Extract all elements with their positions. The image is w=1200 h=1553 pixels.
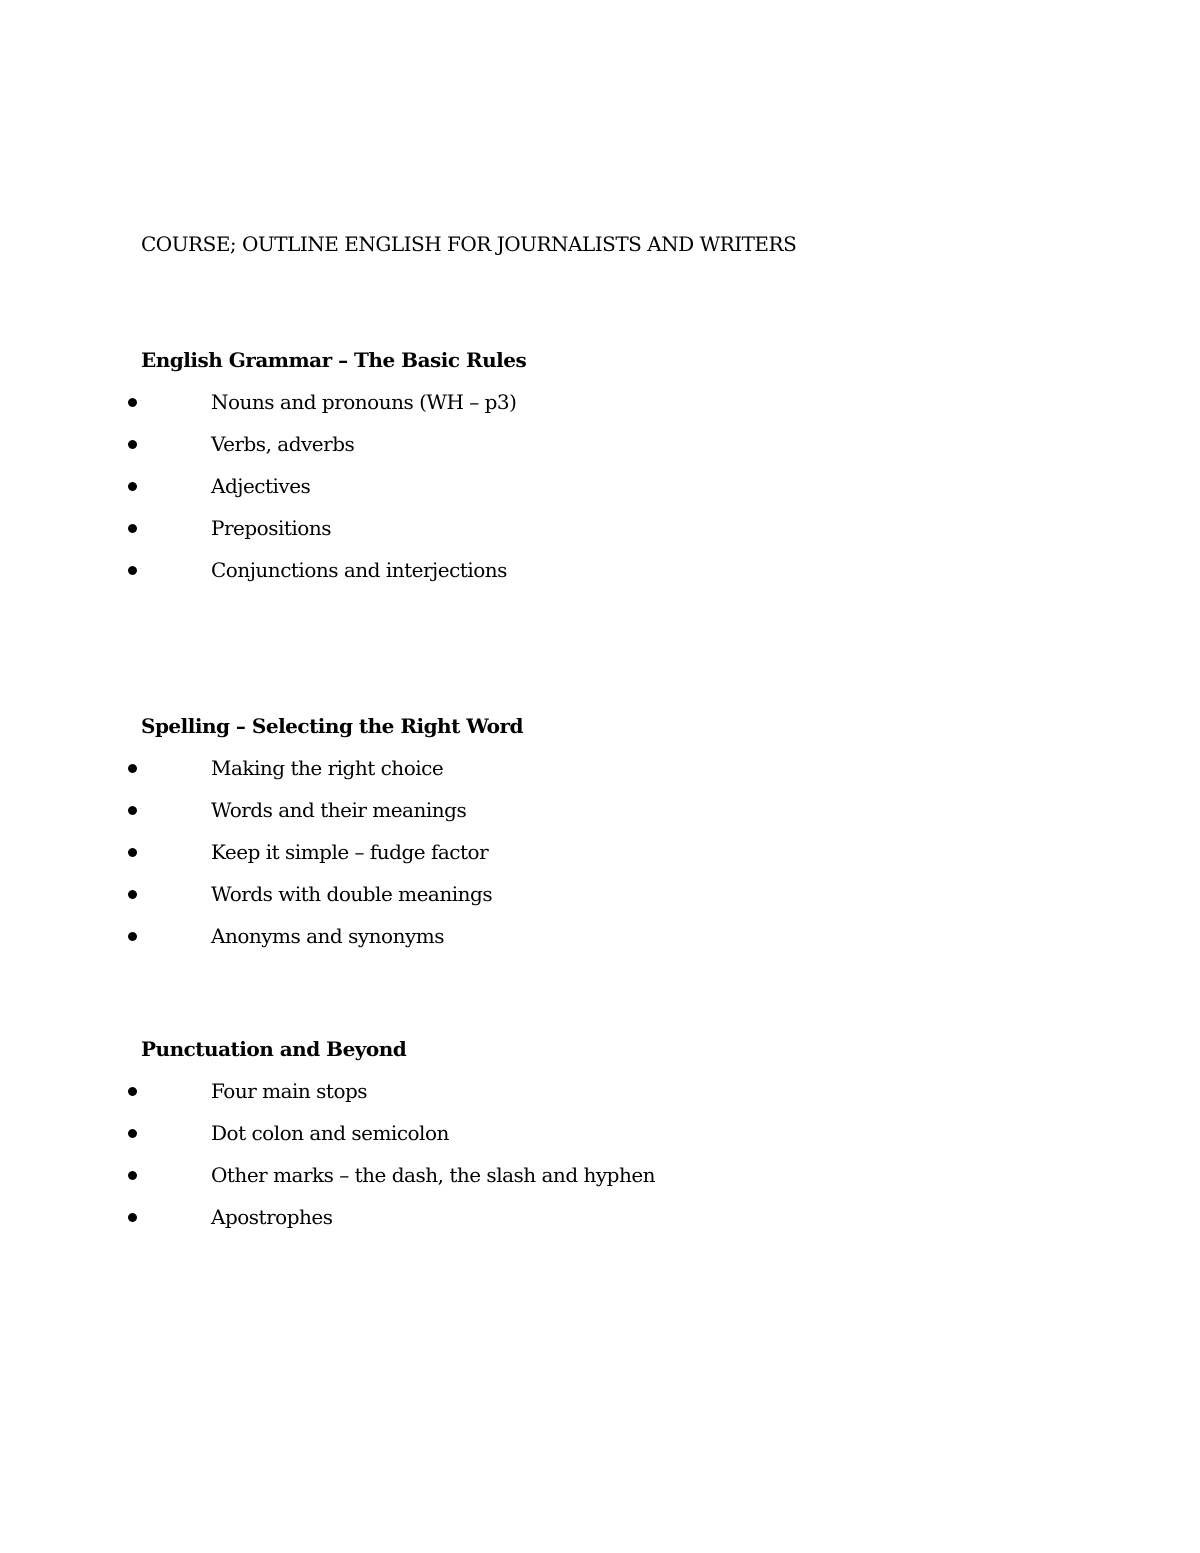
bullet-icon: [128, 806, 137, 815]
bullet-list: [0, 386, 1200, 596]
list-item-text: Making the right choice: [211, 756, 444, 780]
list-item: [0, 878, 1200, 920]
list-item-text: Apostrophes: [211, 1205, 333, 1229]
list-item: [0, 1117, 1200, 1159]
list-item: [0, 1075, 1200, 1117]
document-title: COURSE; OUTLINE ENGLISH FOR JOURNALISTS AND WRITERS: [141, 232, 797, 256]
list-item-text: Four main stops: [211, 1079, 368, 1103]
list-item-text: Words with double meanings: [211, 882, 493, 906]
list-item: [0, 386, 1200, 428]
bullet-icon: [128, 764, 137, 773]
section-heading: Spelling – Selecting the Right Word: [141, 714, 523, 738]
list-item: [0, 752, 1200, 794]
list-item-text: Conjunctions and interjections: [211, 558, 507, 582]
bullet-list: [0, 1075, 1200, 1243]
list-item: [0, 1201, 1200, 1243]
list-item: [0, 920, 1200, 962]
bullet-icon: [128, 524, 137, 533]
section-heading: English Grammar – The Basic Rules: [141, 348, 527, 372]
bullet-icon: [128, 398, 137, 407]
list-item-text: Other marks – the dash, the slash and hyphen: [211, 1163, 656, 1187]
list-item-text: Nouns and pronouns (WH – p3): [211, 390, 517, 414]
section-heading: Punctuation and Beyond: [141, 1037, 407, 1061]
bullet-icon: [128, 440, 137, 449]
list-item-text: Prepositions: [211, 516, 331, 540]
list-item: [0, 470, 1200, 512]
list-item-text: Verbs, adverbs: [211, 432, 355, 456]
bullet-list: [0, 752, 1200, 962]
bullet-icon: [128, 1129, 137, 1138]
list-item: [0, 1159, 1200, 1201]
list-item: [0, 794, 1200, 836]
list-item: [0, 836, 1200, 878]
list-item-text: Adjectives: [211, 474, 311, 498]
bullet-icon: [128, 566, 137, 575]
bullet-icon: [128, 1171, 137, 1180]
bullet-icon: [128, 1213, 137, 1222]
list-item-text: Words and their meanings: [211, 798, 467, 822]
list-item: [0, 428, 1200, 470]
bullet-icon: [128, 890, 137, 899]
list-item-text: Keep it simple – fudge factor: [211, 840, 489, 864]
bullet-icon: [128, 1087, 137, 1096]
list-item: [0, 554, 1200, 596]
list-item-text: Anonyms and synonyms: [211, 924, 444, 948]
bullet-icon: [128, 482, 137, 491]
bullet-icon: [128, 848, 137, 857]
list-item-text: Dot colon and semicolon: [211, 1121, 449, 1145]
list-item: [0, 512, 1200, 554]
bullet-icon: [128, 932, 137, 941]
